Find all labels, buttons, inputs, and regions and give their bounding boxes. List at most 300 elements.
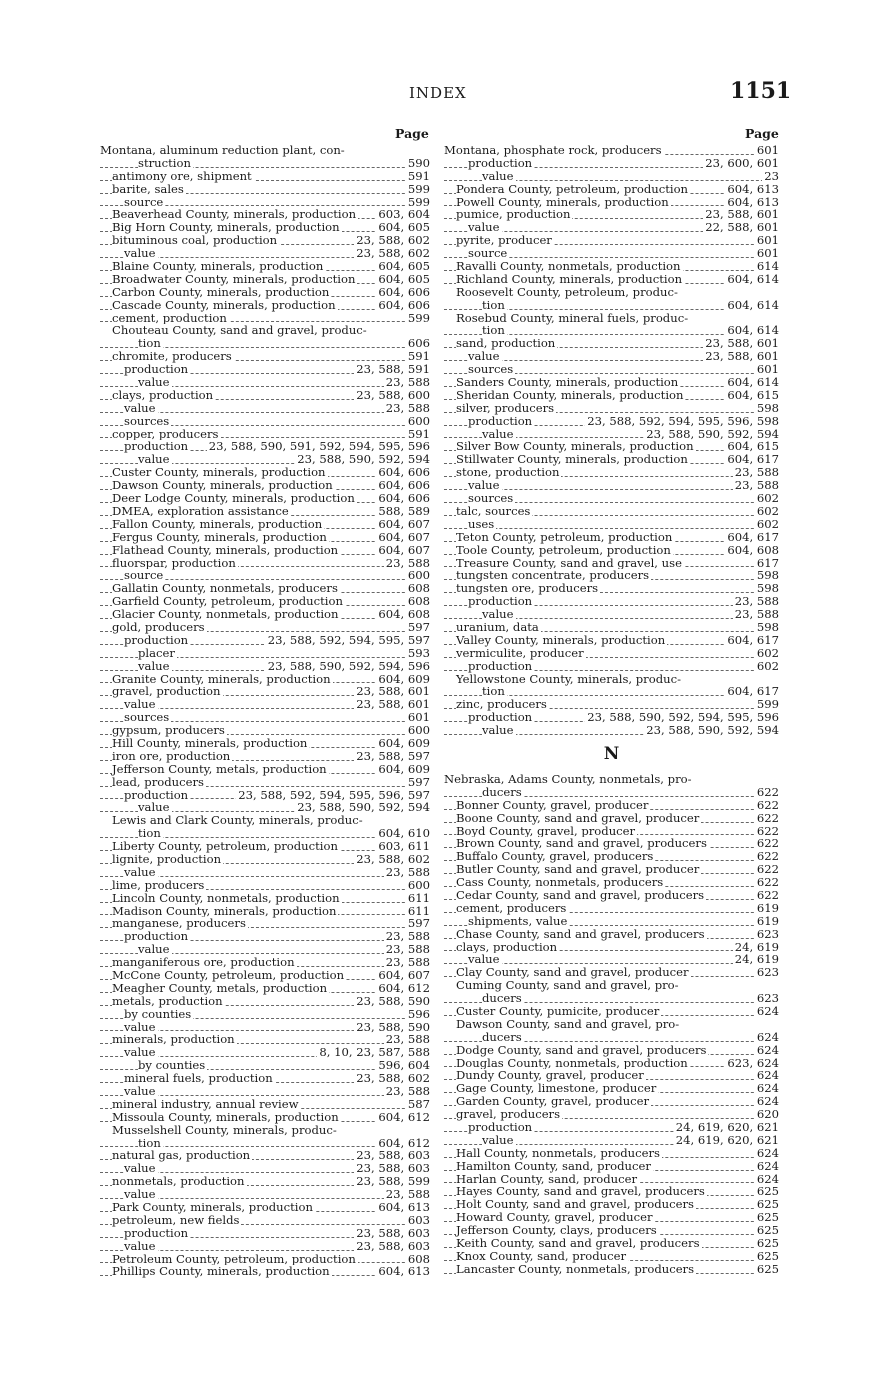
index-entry-text: Richland County, minerals, production [456, 271, 683, 286]
index-entry-text: Jefferson County, clays, producers [456, 1223, 657, 1238]
index-entry-pages: 23, 588, 601 [356, 684, 430, 699]
index-entry-pages: 23, 588, 592, 594, 595, 597 [267, 632, 430, 647]
index-entry-text: Deer Lodge County, minerals, production [112, 491, 355, 506]
index-entry-pages: 625 [756, 1236, 779, 1251]
index-entry-text: Garden County, gravel, producer [456, 1094, 650, 1109]
index-entry-pages: 23, 588, 603 [356, 1238, 430, 1253]
index-entry-pages: 624 [756, 1081, 779, 1096]
index-entry-text: sources [468, 362, 514, 377]
index-entry-pages: 624 [756, 1004, 779, 1018]
index-entry [444, 299, 779, 312]
index-entry-pages: 602 [756, 658, 779, 673]
index-entry-pages: 23, 588, 590, 592, 594, 595, 596 [587, 710, 779, 725]
index-entry-text: value [124, 400, 156, 415]
index-entry-pages: 24, 619, 620, 621 [675, 1132, 779, 1147]
index-entry-pages: 587 [407, 1096, 430, 1111]
index-entry-pages: 23, 588, 590, 592, 594 [646, 426, 779, 441]
index-entry-text: production [124, 1225, 189, 1240]
index-entry-text: petroleum, new fields [112, 1212, 240, 1227]
index-entry-text: sand, production [456, 336, 556, 351]
index-entry-text: value [124, 246, 156, 261]
index-entry-pages: 622 [756, 887, 779, 902]
index-entry-text: production [124, 439, 189, 454]
index-entry-text: Glacier County, nonmetals, production [112, 607, 339, 622]
index-entry-text: Custer County, pumicite, producer [456, 1004, 660, 1018]
index-entry-pages: 619 [756, 913, 779, 928]
index-entry-text: copper, producers [112, 426, 219, 441]
index-entry-pages: 604, 609 [378, 735, 430, 750]
index-entry-text: gravel, producers [456, 1107, 561, 1122]
index-entry-text: production [468, 658, 533, 673]
index-entry-text: production [468, 594, 533, 609]
index-entry-pages: 624 [756, 1171, 779, 1186]
index-entry-pages: 625 [756, 1248, 779, 1263]
index-entry-pages: 604, 617 [727, 452, 779, 467]
index-entry-text: value [138, 375, 170, 390]
index-entry-pages: 588, 589 [378, 503, 430, 518]
index-entry-text: Blaine County, minerals, production [112, 259, 324, 274]
index-entry-pages: 23, 588, 599 [356, 1174, 430, 1189]
index-entry-text: Silver Bow County, minerals, production [456, 439, 694, 454]
index-entry-pages: 604, 614 [727, 271, 779, 286]
index-entry [444, 660, 779, 673]
index-entry-pages: 604, 606 [378, 478, 430, 493]
index-entry-pages: 604, 608 [727, 542, 779, 557]
index-entry-text: Bonner County, gravel, producer [456, 797, 649, 812]
index-entry-pages: 599 [756, 697, 779, 712]
index-entry-pages: 23, 588, 590, 592, 594 [297, 800, 430, 815]
index-entry-pages: 23, 588, 590, 592, 594, 596 [267, 658, 430, 673]
index-column-right [444, 144, 779, 1276]
index-entry-pages: 23, 588 [734, 594, 779, 609]
index-entry-pages: 23, 588, 603 [356, 1148, 430, 1163]
index-entry-pages: 604, 608 [378, 607, 430, 622]
index-entry-text: value [468, 478, 500, 493]
index-entry-text: Roosevelt County, petroleum, produc- [456, 284, 678, 299]
index-entry-pages: 601 [407, 710, 430, 725]
index-entry-pages: 23, 588, 600 [356, 387, 430, 402]
index-entry-pages: 614 [756, 259, 779, 274]
index-entry-pages: 604, 609 [378, 761, 430, 776]
index-entry-text: tion [138, 1135, 161, 1150]
index-entry-text: tion [138, 336, 161, 351]
index-entry-text: Ravalli County, nonmetals, production [456, 259, 681, 274]
index-entry-text: Jefferson County, metals, production [112, 761, 327, 776]
index-entry-pages: 600 [407, 413, 430, 428]
index-entry-text: Boone County, sand and gravel, producer [456, 810, 700, 825]
index-entry-text: clays, production [112, 387, 214, 402]
index-entry-text: placer [138, 645, 175, 660]
index-section-m-continued [444, 144, 779, 737]
index-entry-text: tungsten concentrate, producers [456, 568, 650, 583]
index-entry-pages: 623, 624 [727, 1055, 779, 1070]
index-entry-text: Hill County, minerals, production [112, 735, 308, 750]
index-entry-pages: 622 [756, 836, 779, 851]
index-entry-text: silver, producers [456, 400, 555, 415]
index-entry-pages: 23, 588, 591 [356, 362, 430, 377]
index-entry-pages: 602 [756, 645, 779, 660]
index-entry-pages: 602 [756, 503, 779, 518]
index-entry-text: gypsum, producers [112, 723, 225, 738]
index-entry-pages: 625 [756, 1210, 779, 1225]
index-entry-pages: 603 [407, 1212, 430, 1227]
index-entry-pages: 604, 615 [727, 439, 779, 454]
index-entry-pages: 599 [407, 194, 430, 209]
index-entry-pages: 622 [756, 810, 779, 825]
index-entry-pages: 598 [756, 400, 779, 415]
index-entry-pages: 604, 617 [727, 632, 779, 647]
index-entry-text: Keith County, sand and gravel, producers [456, 1236, 700, 1251]
index-entry-text: manganese, producers [112, 916, 246, 931]
index-entry-text: value [124, 1238, 156, 1253]
index-entry-text: Buffalo County, gravel, producers [456, 849, 654, 864]
index-entry [444, 1005, 779, 1018]
index-entry-pages: 23, 588, 602 [356, 1071, 430, 1086]
index-entry-pages: 23, 588, 592, 594, 595, 596, 597 [238, 787, 430, 802]
index-entry-pages: 604, 610 [378, 826, 430, 841]
index-entry-text: value [482, 426, 514, 441]
index-entry-text: Dundy County, gravel, producer [456, 1068, 644, 1083]
index-entry-text: value [468, 349, 500, 364]
index-entry-pages: 604, 607 [378, 542, 430, 557]
index-entry-text: by counties [124, 1006, 192, 1021]
index-entry-text: value [482, 723, 514, 738]
index-entry-pages: 590 [407, 155, 430, 170]
index-entry-text: Brown County, sand and gravel, producers [456, 836, 707, 851]
index-entry-pages: 623 [756, 991, 779, 1006]
index-entry-text: chromite, producers [112, 349, 232, 364]
index-entry-text: uranium, data [456, 619, 539, 634]
index-entry-text: production [468, 710, 533, 725]
index-entry-text: value [138, 658, 170, 673]
index-entry-pages: 604, 612 [378, 1109, 430, 1124]
index-entry-pages: 600 [407, 877, 430, 892]
index-entry-text: Harlan County, sand, producer [456, 1171, 638, 1186]
index-entry-pages: 602 [756, 516, 779, 531]
index-entry-text: Custer County, minerals, production [112, 465, 326, 480]
index-entry-text: clays, production [456, 939, 558, 954]
index-entry-pages: 604, 614 [727, 323, 779, 338]
index-entry-pages: 23, 588 [385, 942, 430, 957]
index-entry-pages: 606 [407, 336, 430, 351]
index-entry-pages: 23, 588, 590, 592, 594 [646, 723, 779, 738]
index-entry [100, 1111, 430, 1124]
index-entry-pages: 24, 619, 620, 621 [675, 1120, 779, 1135]
index-entry-text: Knox County, sand, producer [456, 1248, 627, 1263]
index-entry-pages: 622 [756, 862, 779, 877]
index-entry-pages: 608 [407, 581, 430, 596]
index-entry-pages: 23, 588, 590 [356, 1019, 430, 1034]
index-entry-pages: 624 [756, 1094, 779, 1109]
index-entry-text: vermiculite, producer [456, 645, 584, 660]
index-entry-pages: 622 [756, 797, 779, 812]
index-entry-text: fluorspar, production [112, 555, 236, 570]
index-entry-text: mineral industry, annual review [112, 1096, 299, 1111]
index-entry-pages: 604, 605 [378, 259, 430, 274]
index-entry-pages: 24, 619 [734, 939, 779, 954]
index-entry-text: Teton County, petroleum, production [456, 529, 673, 544]
index-entry-pages: 624 [756, 1068, 779, 1083]
index-entry-text: ducers [482, 991, 522, 1006]
index-entry-pages: 23, 588, 597 [356, 748, 430, 763]
index-entry-pages: 23, 600, 601 [705, 155, 779, 170]
index-entry-pages: 622 [756, 784, 779, 799]
index-entry-pages: 604, 614 [727, 375, 779, 390]
index-entry-text: Beaverhead County, minerals, production [112, 207, 357, 222]
index-entry-pages: 619 [756, 900, 779, 915]
index-entry-text: Valley County, minerals, production [456, 632, 666, 647]
index-entry-pages: 600 [407, 568, 430, 583]
index-entry-pages: 23, 588 [734, 465, 779, 480]
index-entry-pages: 604, 607 [378, 516, 430, 531]
index-entry-pages: 604, 613 [727, 181, 779, 196]
index-entry-pages: 604, 612 [378, 1135, 430, 1150]
index-entry-text: tion [138, 826, 161, 841]
index-entry-text: ducers [482, 784, 522, 799]
index-entry-pages: 623 [756, 926, 779, 941]
index-entry-text: Holt County, sand and gravel, producers [456, 1197, 694, 1212]
index-entry-pages: 23, 588, 603 [356, 1161, 430, 1176]
index-entry-text: Hayes County, sand and gravel, producers [456, 1184, 705, 1199]
index-entry-pages: 23, 588 [385, 1187, 430, 1202]
index-entry-text: production [124, 787, 189, 802]
index-entry-text: production [468, 155, 533, 170]
index-entry-pages: 23, 588, 601 [705, 349, 779, 364]
index-entry-text: Howard County, gravel, producer [456, 1210, 653, 1225]
index-entry-pages: 601 [756, 143, 779, 157]
index-entry-pages: 601 [756, 362, 779, 377]
index-entry-text: manganiferous ore, production [112, 955, 295, 970]
index-entry-pages: 604, 615 [727, 387, 779, 402]
index-entry-text: production [124, 362, 189, 377]
index-entry-pages: 23, 588 [734, 478, 779, 493]
index-entry-pages: 23, 588 [385, 1032, 430, 1047]
index-entry-text: Lincoln County, nonmetals, production [112, 890, 340, 905]
index-entry-text: Chouteau County, sand and gravel, produc- [112, 323, 367, 338]
index-entry-text: talc, sources [456, 503, 531, 518]
index-column-left [100, 144, 430, 1278]
index-entry-pages: 624 [756, 1042, 779, 1057]
index-entry-text: gravel, production [112, 684, 221, 699]
page-number: 1151 [730, 78, 792, 104]
index-entry-text: iron ore, production [112, 748, 231, 763]
index-entry-text: Petroleum County, petroleum, production [112, 1251, 356, 1266]
index-entry-text: value [124, 1161, 156, 1176]
index-entry-text: Douglas County, nonmetals, production [456, 1055, 688, 1070]
index-entry [100, 1265, 430, 1278]
index-entry-pages: 604, 605 [378, 220, 430, 235]
running-head-title: INDEX [409, 84, 467, 102]
index-entry-pages: 23, 588 [385, 555, 430, 570]
index-entry-text: Boyd County, gravel, producer [456, 823, 636, 838]
index-entry-text: sources [124, 413, 170, 428]
index-entry-text: struction [138, 155, 191, 170]
index-entry-text: Cuming County, sand and gravel, pro- [456, 978, 679, 993]
index-entry-text: Rosebud County, mineral fuels, produc- [456, 310, 689, 325]
index-entry-text: Sheridan County, minerals, production [456, 387, 684, 402]
index-entry-pages: 604, 605 [378, 271, 430, 286]
index-entry-pages: 604, 606 [378, 491, 430, 506]
index-entry-text: Madison County, minerals, production [112, 903, 337, 918]
index-entry-text: Liberty County, petroleum, production [112, 839, 338, 854]
index-entry-pages: 604, 607 [378, 968, 430, 982]
index-entry-text: Fergus County, minerals, production [112, 529, 327, 544]
index-entry-pages: 23, 588, 602 [356, 851, 430, 866]
index-entry-text: antimony ore, shipment [112, 168, 252, 183]
index-entry-text: mineral fuels, production [124, 1071, 273, 1086]
index-entry-text: value [482, 607, 514, 622]
index-entry-pages: 591 [407, 168, 430, 183]
index-entry-pages: 23, 588, 601 [705, 336, 779, 351]
index-entry-pages: 23, 588, 602 [356, 233, 430, 248]
index-entry-pages: 604, 612 [378, 980, 430, 995]
index-entry-pages: 602 [756, 491, 779, 506]
index-entry-text: Big Horn County, minerals, production [112, 220, 340, 235]
index-entry-pages: 597 [407, 619, 430, 634]
index-entry-pages: 24, 619 [734, 952, 779, 967]
index-entry-text: Granite County, minerals, production [112, 671, 331, 686]
index-entry-pages: 23, 588, 603 [356, 1225, 430, 1240]
index-entry-text: Cedar County, sand and gravel, producers [456, 887, 705, 902]
index-entry-pages: 603, 604 [378, 207, 430, 222]
index-entry-text: Fallon County, minerals, production [112, 516, 323, 531]
index-entry-pages: 604, 606 [378, 297, 430, 312]
index-entry-pages: 23, 588 [385, 1084, 430, 1099]
index-entry-pages: 603, 611 [378, 839, 430, 854]
index-entry-text: Lancaster County, nonmetals, producers [456, 1261, 695, 1276]
index-entry-text: Dawson County, minerals, production [112, 478, 333, 493]
index-entry-pages: 622 [756, 875, 779, 890]
index-entry-pages: 23 [764, 168, 779, 183]
index-entry-pages: 599 [407, 310, 430, 325]
index-entry-text: Montana, phosphate rock, producers [444, 143, 662, 157]
index-entry-text: Yellowstone County, minerals, produc- [456, 671, 682, 686]
index-entry-text: cement, producers [456, 900, 567, 915]
index-entry-text: lime, producers [112, 877, 205, 892]
index-entry-pages: 599 [407, 181, 430, 196]
index-entry-pages: 608 [407, 1251, 430, 1266]
index-entry-text: Carbon County, minerals, production [112, 284, 330, 299]
index-entry-text: Gallatin County, nonmetals, producers [112, 581, 338, 596]
index-entry-text: barite, sales [112, 181, 184, 196]
index-entry-text: stone, production [456, 465, 560, 480]
index-entry-text: McCone County, petroleum, production [112, 968, 345, 982]
index-entry-text: production [468, 1120, 533, 1135]
index-entry-pages: 23, 588 [385, 400, 430, 415]
index-entry-text: natural gas, production [112, 1148, 251, 1163]
index-entry-text: Pondera County, petroleum, production [456, 181, 689, 196]
index-entry-pages: 598 [756, 568, 779, 583]
left-page-column-label: Page [395, 126, 429, 141]
index-entry-text: Dawson County, sand and gravel, pro- [456, 1016, 680, 1031]
index-entry-pages: 23, 588 [385, 955, 430, 970]
index-entry-pages: 601 [756, 233, 779, 248]
index-entry-pages: 624 [756, 1158, 779, 1173]
index-entry-pages: 604, 617 [727, 684, 779, 699]
index-entry-pages: 600 [407, 723, 430, 738]
index-entry-pages: 23, 588, 590 [356, 993, 430, 1008]
index-entry-pages: 625 [756, 1197, 779, 1212]
index-entry-text: pyrite, producer [456, 233, 552, 248]
index-entry-text: DMEA, exploration assistance [112, 503, 289, 518]
index-entry-pages: 23, 588, 601 [356, 697, 430, 712]
index-entry-text: value [468, 952, 500, 967]
index-entry-text: Lewis and Clark County, minerals, produc- [112, 813, 363, 828]
index-entry-text: Broadwater County, minerals, production [112, 271, 356, 286]
index-entry-text: Montana, aluminum reduction plant, con- [100, 143, 345, 157]
index-entry-text: Missoula County, minerals, production [112, 1109, 339, 1124]
index-entry-pages: 624 [756, 1145, 779, 1160]
index-entry-pages: 593 [407, 645, 430, 660]
index-entry-text: lead, producers [112, 774, 204, 789]
index-entry-pages: 611 [407, 903, 430, 918]
index-entry-pages: 598 [756, 581, 779, 596]
index-entry-text: value [138, 800, 170, 815]
index-entry-text: tion [482, 684, 505, 699]
index-entry-pages: 604, 606 [378, 465, 430, 480]
index-entry-text: Butler County, sand and gravel, producer [456, 862, 700, 877]
index-entry-pages: 625 [756, 1184, 779, 1199]
index-entry-text: zinc, producers [456, 697, 547, 712]
index-entry-text: metals, production [112, 993, 223, 1008]
index-entry-text: value [124, 1187, 156, 1202]
index-entry-pages: 598 [756, 619, 779, 634]
index-entry-text: tungsten ore, producers [456, 581, 599, 596]
index-entry-text: Cass County, nonmetals, producers [456, 875, 664, 890]
index-entry-text: Dodge County, sand and gravel, producers [456, 1042, 707, 1057]
index-entry-pages: 625 [756, 1223, 779, 1238]
index-entry-text: value [124, 1019, 156, 1034]
index-entry-pages: 625 [756, 1261, 779, 1276]
index-entry-pages: 622 [756, 849, 779, 864]
index-entry-text: Gage County, limestone, producer [456, 1081, 657, 1096]
index-entry-pages: 23, 588 [385, 929, 430, 944]
index-entry-text: Clay County, sand and gravel, producer [456, 965, 689, 980]
index-entry-text: production [124, 632, 189, 647]
index-entry-text: pumice, production [456, 207, 571, 222]
index-entry-text: nonmetals, production [112, 1174, 245, 1189]
index-entry-pages: 623 [756, 965, 779, 980]
index-entry-pages: 604, 613 [378, 1264, 430, 1279]
index-entry-text: value [482, 168, 514, 183]
index-entry-text: tion [482, 297, 505, 312]
index-entry-text: value [468, 220, 500, 235]
index-entry-pages: 597 [407, 916, 430, 931]
index-entry-pages: 597 [407, 774, 430, 789]
index-entry-text: cement, production [112, 310, 227, 325]
index-entry [444, 1263, 779, 1276]
index-entry-text: source [468, 246, 508, 261]
index-entry-pages: 617 [756, 555, 779, 570]
index-entry-text: bituminous coal, production [112, 233, 278, 248]
index-entry-text: value [138, 452, 170, 467]
index-entry-text: by counties [138, 1058, 206, 1073]
index-entry-text: sources [468, 491, 514, 506]
index-entry-text: Meagher County, metals, production [112, 980, 328, 995]
index-entry-text: production [124, 929, 189, 944]
index-entry-pages: 23, 588, 602 [356, 246, 430, 261]
index-entry-text: Hamilton County, sand, producer [456, 1158, 651, 1173]
index-entry-pages: 604, 607 [378, 529, 430, 544]
index-entry-text: Cascade County, minerals, production [112, 297, 336, 312]
index-entry-text: minerals, production [112, 1032, 235, 1047]
index-entry-pages: 23, 588, 601 [705, 207, 779, 222]
index-entry-pages: 608 [407, 594, 430, 609]
index-entry-text: Garfield County, petroleum, production [112, 594, 343, 609]
index-entry-text: shipments, value [468, 913, 568, 928]
index-entry-text: lignite, production [112, 851, 222, 866]
index-entry-text: source [124, 194, 164, 209]
